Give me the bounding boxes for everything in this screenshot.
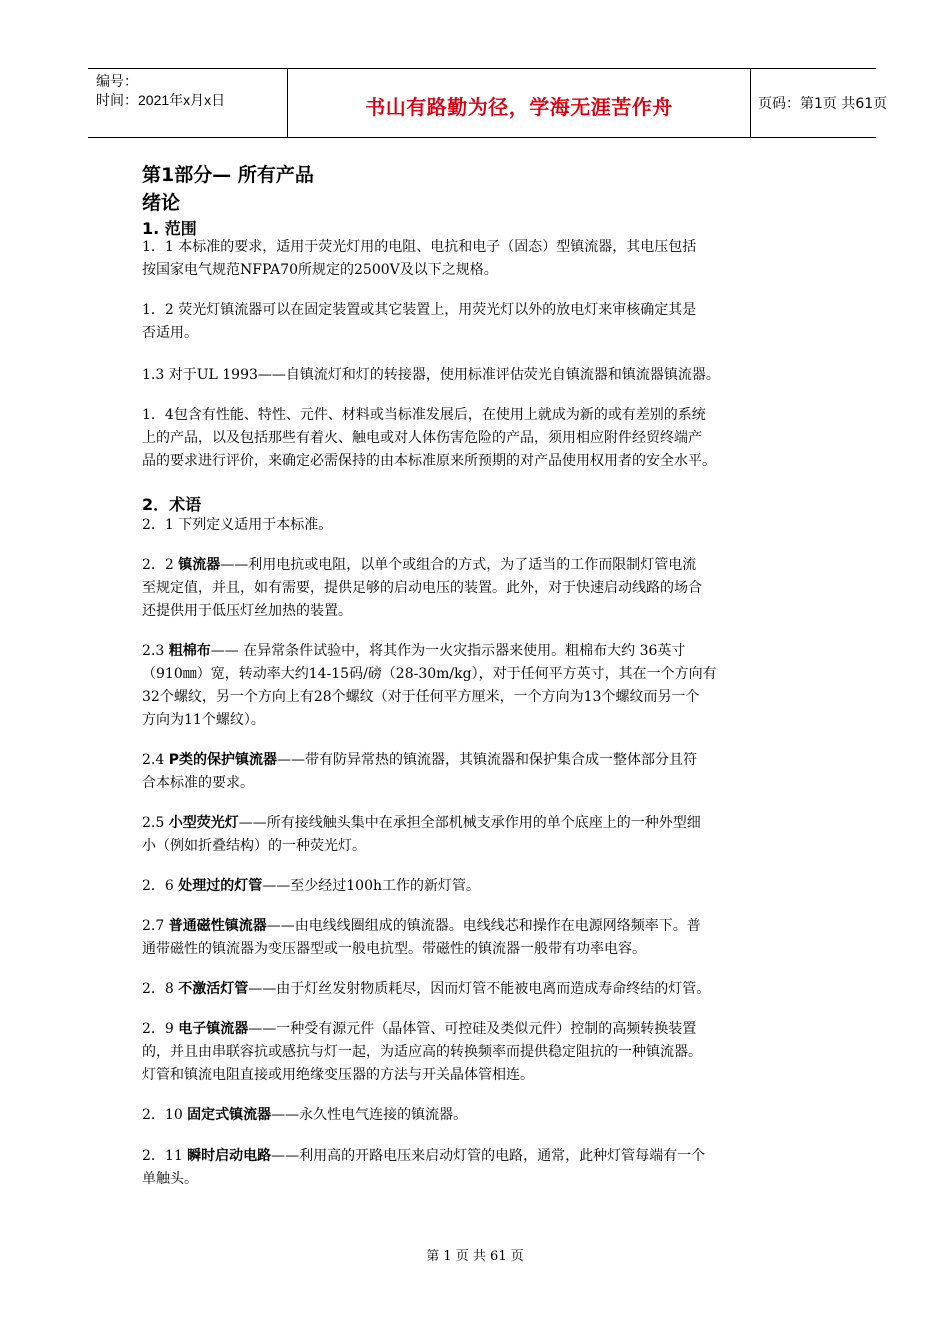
definition-number: 2.5 [142,815,169,831]
definition-line [142,1145,822,1168]
paragraph-line: 至规定值，并且，如有需要，提供足够的启动电压的装置。此外，对于快速启动线路的场合 [142,580,702,596]
definition-term: 粗棉布 [168,643,211,659]
definition-term: 镇流器 [178,557,221,573]
section-heading-terms: 2．术语 [142,495,202,514]
definition-text: ——所有接线触头集中在承担全部机械支承作用的单个底座上的一种外型细 [238,815,701,831]
section-heading-scope: 1. 范围 [142,219,197,238]
paragraph-line: 品的要求进行评价，来确定必需保持的由本标准原来所预期的对产品使用权用者的安全水平。 [142,453,716,469]
document-date: 时间：2021年x月x日 [96,92,226,108]
definition-term: P类的保护镇流器 [168,752,277,768]
definition-number: 2．8 [142,981,179,997]
paragraph-line: 2．1 下列定义适用于本标准。 [142,517,333,533]
paragraph-line: 1．2 荧光灯镇流器可以在固定装置或其它装置上，用荧光灯以外的放电灯来审核确定其是 [142,302,697,318]
paragraph-line: 灯管和镇流电阻直接或用绝缘变压器的方法与开关晶体管相连。 [142,1067,534,1083]
header-motto: 书山有路勤为径，学海无涯苦作舟 [365,95,673,119]
definition-term: 电子镇流器 [178,1021,249,1037]
definition-text: ——由于灯丝发射物质耗尽，因而灯管不能被电离而造成寿命终结的灯管。 [248,981,711,997]
definition-line [142,640,822,663]
definition-term: 普通磁性镇流器 [168,918,267,934]
definition-number: 2.7 [142,918,169,934]
definition-text: ——利用电抗或电阻，以单个或组合的方式，为了适当的工作而限制灯管电流 [220,557,697,573]
definition-number: 2．11 [142,1148,188,1164]
definition-text: ——带有防异常热的镇流器，其镇流器和保护集合成一整体部分且符 [276,752,697,768]
definition-term: 固定式镇流器 [187,1107,272,1123]
paragraph-line: 通带磁性的镇流器为变压器型或一般电抗型。带磁性的镇流器一般带有功率电容。 [142,941,646,957]
paragraph-line: 否适用。 [142,325,198,341]
definition-number: 2．6 [142,878,179,894]
header-table [88,68,888,138]
definition-term: 不激活灯管 [178,981,249,997]
paragraph-line: 合本标准的要求。 [142,775,254,791]
definition-text: ——永久性电气连接的镇流器。 [271,1107,468,1123]
intro-title: 绪论 [142,192,181,214]
document-number: 编号： [96,73,138,89]
definition-line [142,978,822,1001]
definition-term: 小型荧光灯 [168,815,239,831]
paragraph-line: 1.3 对于UL 1993——自镇流灯和灯的转接器，使用标准评估荧光自镇流器和镇流器镇流器。 [142,367,720,383]
paragraph-line: 还提供用于低压灯丝加热的装置。 [142,603,352,619]
definition-number: 2.3 [142,643,169,659]
paragraph-line: （910㎜）宽，转动率大约14-15码/磅（28-30m/kg），对于任何平方英寸，其在一个方向有 [142,666,717,682]
part-title: 第1部分— 所有产品 [142,164,314,186]
paragraph-line: 的，并且由串联容抗或感抗与灯一起，为适应高的转换频率而提供稳定阻抗的一种镇流器。 [142,1044,702,1060]
header-meta-cell [88,69,287,137]
definition-number: 2．2 [142,557,179,573]
definition-text: —— 在异常条件试验中，将其作为一火灾指示器来使用。粗棉布大约 36英寸 [210,643,686,659]
paragraph-line: 1．4包含有性能、特性、元件、材料或当标准发展后，在使用上就成为新的或有差别的系统 [142,407,706,423]
paragraph-line: 按国家电气规范NFPA70所规定的2500V及以下之规格。 [142,262,498,278]
paragraph-line: 1．1 本标准的要求，适用于荧光灯用的电阻、电抗和电子（固态）型镇流器，其电压包括 [142,239,697,255]
header-page-info: 页码：第1页 共61页 [758,96,888,112]
definition-line [142,749,822,772]
definition-text: ——一种受有源元件（晶体管、可控硅及类似元件）控制的高频转换装置 [248,1021,697,1037]
header-motto-cell [287,69,751,137]
definition-text: ——由电线线圈组成的镇流器。电线线芯和操作在电源网络频率下。普 [266,918,701,934]
definition-number: 2．10 [142,1107,188,1123]
definition-term: 瞬时启动电路 [187,1148,272,1164]
definition-text: ——利用高的开路电压来启动灯管的电路，通常，此种灯管每端有一个 [271,1148,706,1164]
paragraph-line: 方向为11个螺纹）。 [142,712,265,728]
paragraph-line: 单触头。 [142,1171,198,1187]
paragraph-line: 小（例如折叠结构）的一种荧光灯。 [142,838,366,854]
definition-line [142,554,822,577]
definition-term: 处理过的灯管 [178,878,263,894]
definition-line [142,915,822,938]
definition-line [142,1104,822,1127]
definition-number: 2.4 [142,752,169,768]
definition-line [142,812,822,835]
header-page-cell [750,69,888,137]
definition-line [142,875,822,898]
paragraph-line: 上的产品，以及包括那些有着火、触电或对人体伤害危险的产品，须用相应附件经贸终端产 [142,430,702,446]
paragraph-line: 32个螺纹，另一个方向上有28个螺纹（对于任何平方厘米，一个方向为13个螺纹而另一个 [142,689,700,705]
definition-line [142,1018,822,1041]
definition-number: 2．9 [142,1021,179,1037]
definition-text: ——至少经过100h工作的新灯管。 [262,878,481,894]
page-footer: 第 1 页 共 61 页 [426,1249,524,1264]
